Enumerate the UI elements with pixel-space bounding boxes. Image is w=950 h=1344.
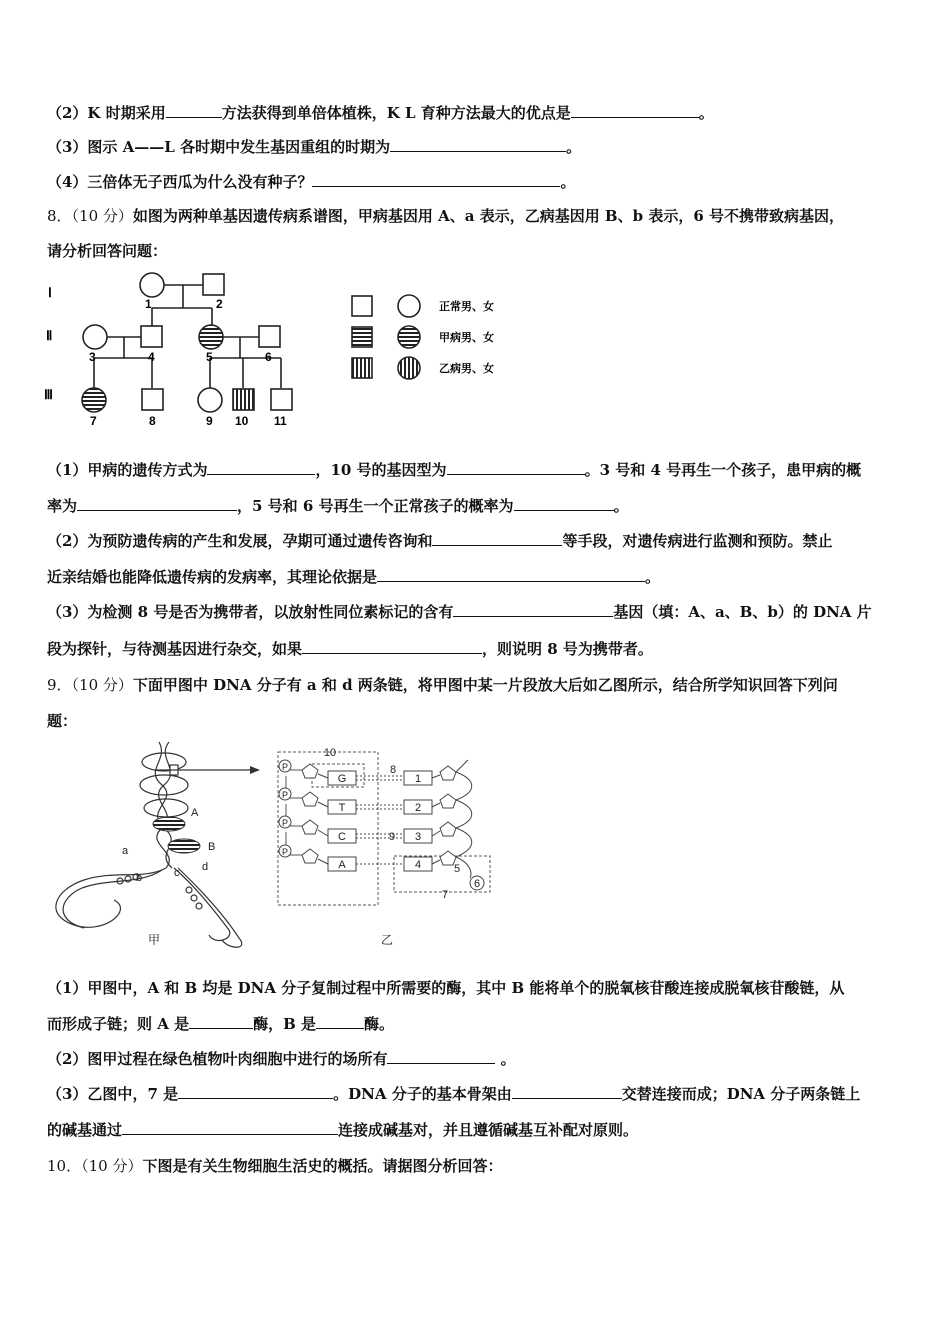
pedigree-individuals xyxy=(82,273,292,412)
phosphate-label: P xyxy=(281,818,289,828)
q7-text: 。 xyxy=(560,173,576,191)
q7-line-4 xyxy=(47,172,906,192)
gen-label-3: Ⅲ xyxy=(44,387,53,402)
answer-blank[interactable] xyxy=(312,172,560,187)
structure-number-label: 9 xyxy=(388,831,396,843)
q8-sub2-line1 xyxy=(47,531,906,551)
answer-blank[interactable] xyxy=(377,567,645,582)
base-number-label: 2 xyxy=(414,802,422,814)
q8-text: 如图为两种单基因遗传病系谱图，甲病基因用 A、a 表示，乙病基因用 B、b 表示，6 号不携带致病基因， xyxy=(132,207,844,225)
enzyme-a-label: A xyxy=(191,807,199,819)
answer-blank[interactable] xyxy=(189,1014,253,1029)
q9-text: 下面甲图中 DNA 分子有 a 和 d 两条链，将甲图中某一片段放大后如乙图所示，结合所学知识回答下列问 xyxy=(132,676,838,694)
q8-intro-2 xyxy=(47,241,906,261)
legend-b-female xyxy=(398,357,420,379)
q8-text: ，10 号的基因型为 xyxy=(315,461,447,479)
q9-text: （3）乙图中，7 是 xyxy=(47,1085,179,1103)
structure-number-label: 7 xyxy=(441,889,449,901)
q10-intro xyxy=(47,1156,906,1176)
q8-text: 。3 号和 4 号再生一个孩子，患甲病的概 xyxy=(584,461,862,479)
individual-5 xyxy=(199,325,223,349)
pedigree-lines xyxy=(94,285,281,388)
q8-text: （3）为检测 8 号是否为携带者，以放射性同位素标记的含有 xyxy=(47,603,454,621)
base-number-label: 4 xyxy=(414,859,422,871)
q8-text: 等手段，对遗传病进行监测和预防。禁止 xyxy=(562,532,833,550)
answer-blank[interactable] xyxy=(447,460,585,475)
strand-a-label: a xyxy=(122,845,129,857)
answer-blank[interactable] xyxy=(432,531,562,546)
q8-sub3-line2 xyxy=(47,639,906,659)
legend-label: 正常男、女 xyxy=(439,301,494,313)
q8-text: （2）为预防遗传病的产生和发展，孕期可通过遗传咨询和 xyxy=(47,532,433,550)
q8-text: 。 xyxy=(613,497,629,515)
q9-text: （1）甲图中，A 和 B 均是 DNA 分子复制过程中所需要的酶，其中 B 能将单个的脱氧核苷酸连接成脱氧核苷酸链，从 xyxy=(47,979,845,997)
legend-normal-female xyxy=(398,295,420,317)
gen-label-2: Ⅱ xyxy=(46,328,53,343)
legend-label: 甲病男、女 xyxy=(439,332,494,344)
answer-blank[interactable] xyxy=(571,103,699,118)
q9-intro-1 xyxy=(47,675,906,695)
q9-sub1-line2 xyxy=(47,1014,906,1034)
phosphate-label: P xyxy=(281,790,289,800)
base-number-label: 3 xyxy=(414,831,422,843)
answer-blank[interactable] xyxy=(390,137,566,152)
answer-blank[interactable] xyxy=(512,1084,622,1099)
answer-blank[interactable] xyxy=(453,602,613,617)
base-label: C xyxy=(338,831,346,843)
individual-10 xyxy=(233,389,254,410)
id-label: 8 xyxy=(149,414,156,428)
q9-text: 连接成碱基对，并且遵循碱基互补配对原则。 xyxy=(338,1121,639,1139)
individual-1 xyxy=(140,273,164,297)
q9-sub3-line1 xyxy=(47,1084,906,1104)
q7-line-3 xyxy=(47,137,906,157)
individual-7 xyxy=(82,388,106,412)
q9-text: 题： xyxy=(47,712,78,730)
generation-labels xyxy=(44,285,53,402)
q7-text: （2）K 时期采用 xyxy=(47,104,166,122)
q8-text: 。 xyxy=(645,568,661,586)
answer-blank[interactable] xyxy=(316,1014,364,1029)
id-label: 7 xyxy=(90,414,97,428)
answer-blank[interactable] xyxy=(387,1049,495,1064)
q9-text: 酶。 xyxy=(364,1015,395,1033)
base-number-label: 1 xyxy=(414,773,422,785)
answer-blank[interactable] xyxy=(514,496,614,511)
strand-b-label: b xyxy=(136,872,143,884)
individual-4 xyxy=(141,326,162,347)
id-label: 5 xyxy=(206,350,213,364)
q9-text: （2）图甲过程在绿色植物叶肉细胞中进行的场所有 xyxy=(47,1050,388,1068)
question-number: 8．（10 分） xyxy=(47,207,133,225)
q8-text: （1）甲病的遗传方式为 xyxy=(47,461,208,479)
answer-blank[interactable] xyxy=(122,1120,338,1135)
enzyme-b-label: B xyxy=(208,841,216,853)
id-label: 1 xyxy=(145,297,152,311)
id-label: 9 xyxy=(206,414,213,428)
q8-text: 基因（填：A、a、B、b）的 DNA 片 xyxy=(613,603,872,621)
answer-blank[interactable] xyxy=(178,1084,333,1099)
answer-blank[interactable] xyxy=(77,496,237,511)
individual-2 xyxy=(203,274,224,295)
pedigree-diagram xyxy=(40,268,540,430)
q8-sub1-line2 xyxy=(47,496,906,516)
base-label: G xyxy=(337,773,347,785)
individual-11 xyxy=(271,389,292,410)
id-label: 10 xyxy=(235,414,249,428)
legend-a-male xyxy=(352,327,372,347)
q8-text: ，5 号和 6 号再生一个正常孩子的概率为 xyxy=(237,497,514,515)
structure-number-label: 8 xyxy=(389,764,397,776)
pedigree-legend xyxy=(352,295,420,379)
q8-text: 段为探针，与待测基因进行杂交，如果 xyxy=(47,640,303,658)
q7-text: 。 xyxy=(566,138,582,156)
q10-text: 下图是有关生物细胞生活史的概括。请据图分析回答： xyxy=(142,1157,503,1175)
q9-text: 交替连接而成；DNA 分子两条链上 xyxy=(621,1085,861,1103)
zoom-arrow xyxy=(152,764,262,776)
q9-sub2 xyxy=(47,1049,906,1069)
id-label: 4 xyxy=(148,350,155,364)
structure-number-label: 10 xyxy=(323,747,337,759)
q7-line-2 xyxy=(47,103,906,123)
q8-text: 近亲结婚也能降低遗传病的发病率，其理论依据是 xyxy=(47,568,378,586)
individual-8 xyxy=(142,389,163,410)
figure-caption-jia: 甲 xyxy=(148,933,161,947)
answer-blank[interactable] xyxy=(166,103,222,118)
base-label: T xyxy=(338,802,346,814)
legend-labels xyxy=(439,299,494,375)
strand-d-label: d xyxy=(202,861,209,873)
q7-text: （3）图示 A——L 各时期中发生基因重组的时期为 xyxy=(47,138,391,156)
q7-text: 方法获得到单倍体植株，K L 育种方法最大的优点是 xyxy=(221,104,571,122)
question-number: 9．（10 分） xyxy=(47,676,133,694)
q9-text: 的碱基通过 xyxy=(47,1121,123,1139)
q8-intro-1 xyxy=(47,206,906,226)
q9-sub1-line1 xyxy=(47,978,906,998)
q9-text: 酶，B 是 xyxy=(253,1015,316,1033)
q8-sub3-line1 xyxy=(47,602,906,622)
individual-numbers xyxy=(89,297,287,428)
q7-text: （4）三倍体无子西瓜为什么没有种子？ xyxy=(47,173,313,191)
q9-sub3-line2 xyxy=(47,1120,906,1140)
q8-text: 率为 xyxy=(47,497,78,515)
q9-intro-2 xyxy=(47,711,906,731)
individual-3 xyxy=(83,325,107,349)
answer-blank[interactable] xyxy=(207,460,315,475)
q7-text: 。 xyxy=(698,104,714,122)
legend-label: 乙病男、女 xyxy=(439,363,494,375)
id-label: 3 xyxy=(89,350,96,364)
q8-sub1-line1 xyxy=(47,460,906,480)
individual-6 xyxy=(259,326,280,347)
strand-c-label: c xyxy=(174,867,180,879)
gen-label-1: Ⅰ xyxy=(48,285,52,300)
phosphate-label: P xyxy=(281,762,289,772)
legend-normal-male xyxy=(352,296,372,316)
id-label: 11 xyxy=(274,414,287,428)
structure-number-label: 6 xyxy=(473,878,481,890)
legend-a-female xyxy=(398,326,420,348)
q8-text: ，则说明 8 号为携带者。 xyxy=(482,640,653,658)
answer-blank[interactable] xyxy=(302,639,482,654)
q8-text: 请分析回答问题： xyxy=(47,242,168,260)
individual-9 xyxy=(198,388,222,412)
structure-number-label: 5 xyxy=(453,863,461,875)
q9-text: 而形成子链；则 A 是 xyxy=(47,1015,190,1033)
legend-b-male xyxy=(352,358,372,378)
phosphate-label: P xyxy=(281,847,289,857)
dna-structure-figure xyxy=(272,742,502,952)
id-label: 2 xyxy=(216,297,223,311)
question-number: 10．（10 分） xyxy=(47,1157,143,1175)
id-label: 6 xyxy=(265,350,272,364)
q9-text: 。DNA 分子的基本骨架由 xyxy=(333,1085,512,1103)
q9-text: 。 xyxy=(495,1050,516,1068)
q8-sub2-line2 xyxy=(47,567,906,587)
figure-caption-yi: 乙 xyxy=(380,933,394,947)
base-label: A xyxy=(338,859,346,871)
